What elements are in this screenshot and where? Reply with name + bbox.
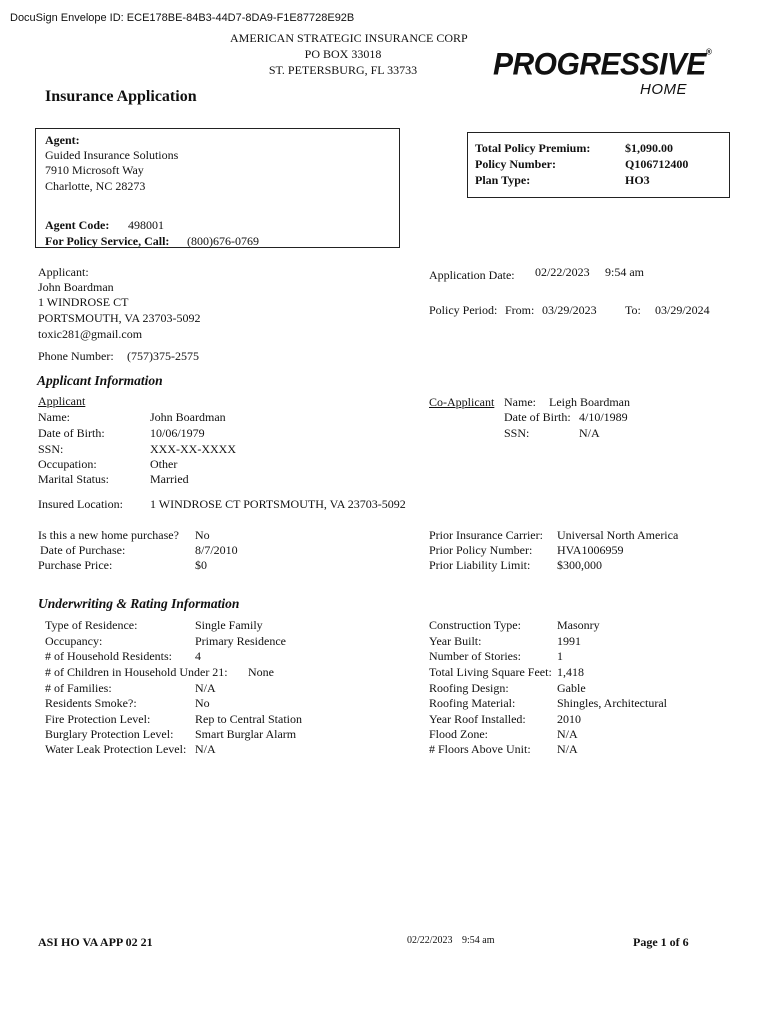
coapplicant-field-value: 4/10/1989 bbox=[579, 410, 628, 424]
prior-field-value: $300,000 bbox=[557, 558, 602, 572]
applicant-info-heading: Applicant Information bbox=[37, 373, 163, 388]
underwriting-field-value: N/A bbox=[195, 742, 216, 756]
applicant-label: Applicant: bbox=[38, 265, 89, 279]
plan-type-value: HO3 bbox=[625, 173, 650, 187]
logo-registered-mark: ® bbox=[705, 47, 712, 57]
insured-location-value: 1 WINDROSE CT PORTSMOUTH, VA 23703-5092 bbox=[150, 497, 406, 511]
application-date-label: Application Date: bbox=[429, 268, 515, 282]
prior-field-value: HVA1006959 bbox=[557, 543, 624, 557]
underwriting-field-value: 4 bbox=[195, 649, 201, 663]
insurer-name: AMERICAN STRATEGIC INSURANCE CORP bbox=[230, 31, 468, 45]
coapplicant-subheading: Co-Applicant bbox=[429, 395, 495, 409]
logo-brand: PROGRESSIVE bbox=[493, 47, 706, 82]
coapplicant-field-label: SSN: bbox=[504, 426, 530, 440]
construction-field-value: 2010 bbox=[557, 712, 581, 726]
insured-location-label: Insured Location: bbox=[38, 497, 123, 511]
policy-period-label: Policy Period: bbox=[429, 303, 498, 317]
page-title: Insurance Application bbox=[45, 88, 197, 105]
applicant-field-value: John Boardman bbox=[150, 410, 226, 424]
premium-label: Total Policy Premium: bbox=[475, 141, 591, 155]
purchase-field-label: Is this a new home purchase? bbox=[38, 528, 179, 542]
logo-sub: HOME bbox=[640, 81, 687, 98]
policy-service-phone: (800)676-0769 bbox=[187, 234, 259, 248]
applicant-field-value: Married bbox=[150, 472, 189, 486]
phone-value: (757)375-2575 bbox=[127, 349, 199, 363]
underwriting-field-value: N/A bbox=[195, 681, 216, 695]
applicant-field-label: Date of Birth: bbox=[38, 426, 105, 440]
prior-field-label: Prior Liability Limit: bbox=[429, 558, 531, 572]
purchase-field-label: Date of Purchase: bbox=[40, 543, 126, 557]
envelope-id: DocuSign Envelope ID: ECE178BE-84B3-44D7-8DA9-F1E87728E92B bbox=[10, 12, 355, 24]
phone-label: Phone Number: bbox=[38, 349, 114, 363]
underwriting-field-label: Type of Residence: bbox=[45, 618, 138, 632]
applicant-subheading: Applicant bbox=[38, 394, 86, 408]
underwriting-field-value: Smart Burglar Alarm bbox=[195, 727, 297, 741]
applicant-field-value: Other bbox=[150, 457, 178, 471]
insurer-city: ST. PETERSBURG, FL 33733 bbox=[268, 63, 418, 77]
purchase-field-label: Purchase Price: bbox=[38, 558, 113, 572]
construction-field-value: 1991 bbox=[557, 634, 581, 648]
footer-date: 02/22/2023 bbox=[407, 935, 453, 946]
application-date: 02/22/2023 bbox=[535, 265, 590, 279]
applicant-field-value: XXX-XX-XXXX bbox=[150, 442, 236, 456]
underwriting-heading: Underwriting & Rating Information bbox=[38, 596, 240, 611]
construction-field-label: Total Living Square Feet: bbox=[429, 665, 552, 679]
purchase-field-value: 8/7/2010 bbox=[195, 543, 238, 557]
premium-value: $1,090.00 bbox=[625, 141, 673, 155]
construction-field-value: N/A bbox=[557, 742, 578, 756]
construction-field-label: Year Built: bbox=[429, 634, 482, 648]
underwriting-field-label: Residents Smoke?: bbox=[45, 696, 137, 710]
applicant-field-value: 10/06/1979 bbox=[150, 426, 205, 440]
agent-address1: 7910 Microsoft Way bbox=[45, 163, 144, 177]
applicant-field-label: Occupation: bbox=[38, 457, 97, 471]
prior-field-value: Universal North America bbox=[557, 528, 679, 542]
construction-field-value: N/A bbox=[557, 727, 578, 741]
construction-field-label: Roofing Material: bbox=[429, 696, 516, 710]
footer-page-number: Page 1 of 6 bbox=[633, 935, 689, 949]
coapplicant-field-label: Date of Birth: bbox=[504, 410, 571, 424]
prior-field-label: Prior Insurance Carrier: bbox=[429, 528, 543, 542]
purchase-field-value: No bbox=[195, 528, 210, 542]
applicant-field-label: Name: bbox=[38, 410, 70, 424]
agent-address2: Charlotte, NC 28273 bbox=[45, 179, 146, 193]
underwriting-field-value: Single Family bbox=[195, 618, 263, 632]
policy-service-label: For Policy Service, Call: bbox=[45, 234, 170, 248]
underwriting-field-label: # of Household Residents: bbox=[45, 649, 172, 663]
applicant-field-label: SSN: bbox=[38, 442, 64, 456]
coapplicant-field-label: Name: bbox=[504, 395, 536, 409]
underwriting-field-label: Occupancy: bbox=[45, 634, 103, 648]
underwriting-field-value: None bbox=[248, 665, 274, 679]
agent-code-label: Agent Code: bbox=[45, 218, 110, 232]
period-to: 03/29/2024 bbox=[655, 303, 710, 317]
construction-field-value: Masonry bbox=[557, 618, 600, 632]
underwriting-field-label: Burglary Protection Level: bbox=[45, 727, 174, 741]
agent-label: Agent: bbox=[45, 133, 80, 147]
construction-field-value: 1 bbox=[557, 649, 563, 663]
policy-number-label: Policy Number: bbox=[475, 157, 556, 171]
construction-field-label: Roofing Design: bbox=[429, 681, 509, 695]
agent-name: Guided Insurance Solutions bbox=[45, 148, 179, 162]
construction-field-label: Number of Stories: bbox=[429, 649, 521, 663]
applicant-address2: PORTSMOUTH, VA 23703-5092 bbox=[38, 311, 201, 325]
applicant-address1: 1 WINDROSE CT bbox=[38, 295, 129, 309]
purchase-field-value: $0 bbox=[195, 558, 207, 572]
agent-code: 498001 bbox=[128, 218, 164, 232]
construction-field-label: Flood Zone: bbox=[429, 727, 488, 741]
applicant-field-label: Marital Status: bbox=[38, 472, 109, 486]
construction-field-value: 1,418 bbox=[557, 665, 584, 679]
footer-form-id: ASI HO VA APP 02 21 bbox=[38, 935, 153, 949]
construction-field-value: Shingles, Architectural bbox=[557, 696, 667, 710]
insurer-po-box: PO BOX 33018 bbox=[304, 47, 382, 61]
underwriting-field-label: Fire Protection Level: bbox=[45, 712, 151, 726]
construction-field-label: Year Roof Installed: bbox=[429, 712, 526, 726]
period-from: 03/29/2023 bbox=[542, 303, 597, 317]
underwriting-field-value: Rep to Central Station bbox=[195, 712, 302, 726]
construction-field-label: # Floors Above Unit: bbox=[429, 742, 531, 756]
underwriting-field-value: No bbox=[195, 696, 210, 710]
applicant-email: toxic281@gmail.com bbox=[38, 327, 143, 341]
underwriting-field-label: Water Leak Protection Level: bbox=[45, 742, 187, 756]
underwriting-field-label: # of Children in Household Under 21: bbox=[45, 665, 228, 679]
construction-field-label: Construction Type: bbox=[429, 618, 521, 632]
coapplicant-field-value: Leigh Boardman bbox=[549, 395, 630, 409]
underwriting-field-label: # of Families: bbox=[45, 681, 112, 695]
prior-field-label: Prior Policy Number: bbox=[429, 543, 533, 557]
period-from-label: From: bbox=[505, 303, 535, 317]
period-to-label: To: bbox=[625, 303, 641, 317]
footer-time: 9:54 am bbox=[462, 935, 495, 946]
coapplicant-field-value: N/A bbox=[579, 426, 600, 440]
underwriting-field-value: Primary Residence bbox=[195, 634, 286, 648]
applicant-name: John Boardman bbox=[38, 280, 114, 294]
plan-type-label: Plan Type: bbox=[475, 173, 531, 187]
construction-field-value: Gable bbox=[557, 681, 586, 695]
application-time: 9:54 am bbox=[605, 265, 644, 279]
policy-number-value: Q106712400 bbox=[625, 157, 689, 171]
